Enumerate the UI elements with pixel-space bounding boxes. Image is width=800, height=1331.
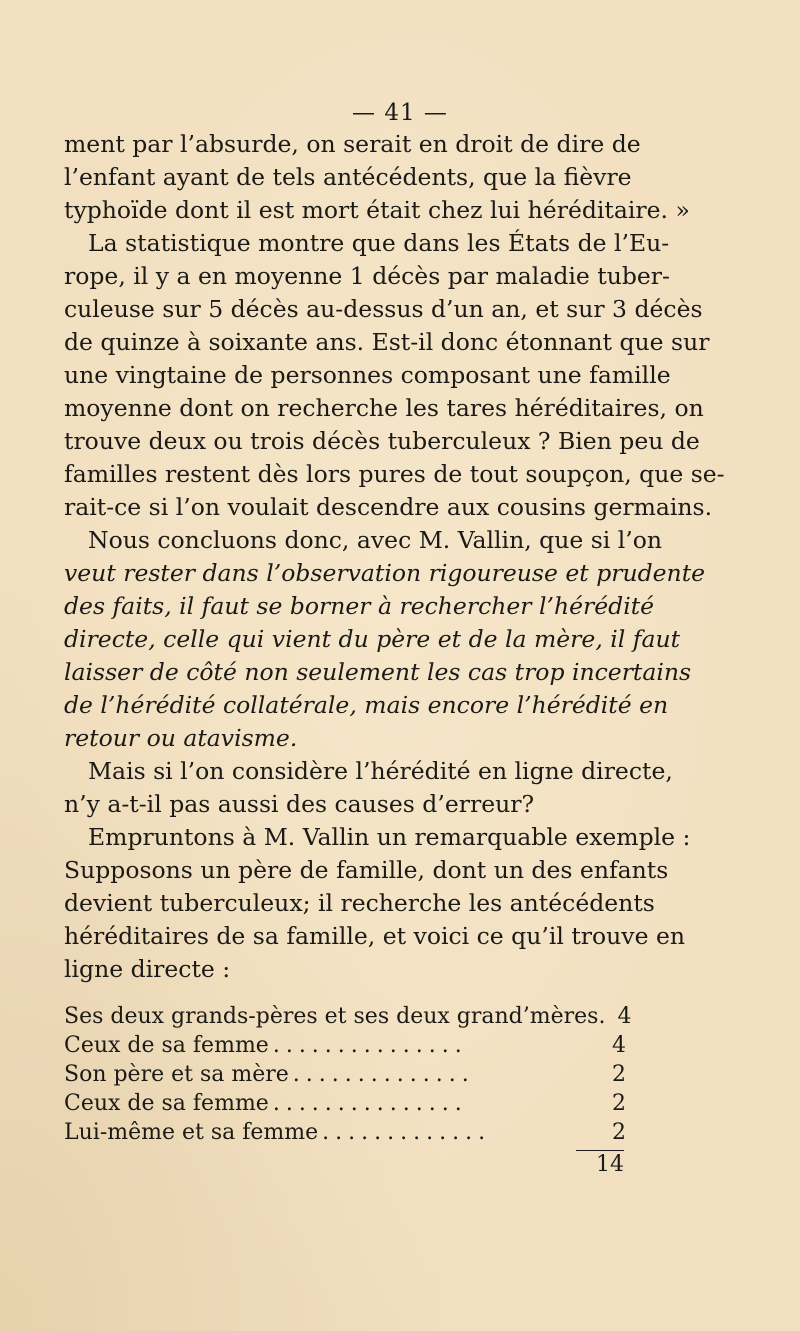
tally-leader: ............. <box>322 1120 492 1145</box>
text-line: typhoïde dont il est mort était chez lui héréditaire. » <box>64 196 690 224</box>
text-line: l’enfant ayant de tels antécédents, que la fièvre <box>64 163 632 191</box>
tally-row <box>64 1060 626 1090</box>
tally-count: 4 <box>617 1004 632 1029</box>
text-line: directe, celle qui vient du père et de la mère, il faut <box>64 625 681 653</box>
tally-leader: .............. <box>292 1062 475 1087</box>
text-line: culeuse sur 5 décès au-dessus d’un an, et sur 3 décès <box>64 295 703 323</box>
tally-total: 14 <box>596 1152 624 1177</box>
text-line: devient tuberculeux; il recherche les antécédents <box>64 889 655 917</box>
tally-row <box>64 1089 626 1119</box>
tally-leader: ............... <box>272 1091 468 1116</box>
text-line: rope, il y a en moyenne 1 décès par maladie tuber- <box>64 262 670 290</box>
tally-count: 2 <box>612 1120 626 1145</box>
text-line: trouve deux ou trois décès tuberculeux ? Bien peu de <box>64 427 700 455</box>
text-line: ligne directe : <box>64 955 231 983</box>
text-line: une vingtaine de personnes composant une famille <box>64 361 671 389</box>
text-line: moyenne dont on recherche les tares héréditaires, on <box>64 394 704 422</box>
tally-count: 4 <box>612 1033 626 1058</box>
text-line: retour ou atavisme. <box>64 724 298 752</box>
text-line: des faits, il faut se borner à rechercher l’hérédité <box>64 592 655 620</box>
text-line: veut rester dans l’observation rigoureuse et prudente <box>64 559 706 587</box>
text-line: n’y a-t-il pas aussi des causes d’erreur? <box>64 790 535 818</box>
tally-label: Ceux de sa femme <box>64 1091 269 1116</box>
text-line: La statistique montre que dans les États de l’Eu- <box>88 229 670 257</box>
text-line: Supposons un père de famille, dont un des enfants <box>64 856 669 884</box>
text-line: Nous concluons donc, avec M. Vallin, que si l’on <box>88 526 663 554</box>
tally-label: Lui-même et sa femme <box>64 1120 319 1145</box>
tally-row <box>64 1118 626 1148</box>
text-line: de quinze à soixante ans. Est-il donc étonnant que sur <box>64 328 710 356</box>
tally-label: Son père et sa mère <box>64 1062 289 1087</box>
text-line: laisser de côté non seulement les cas trop incertains <box>64 658 692 686</box>
text-line: Empruntons à M. Vallin un remarquable exemple : <box>88 823 691 851</box>
tally-count: 2 <box>612 1091 626 1116</box>
text-line: rait-ce si l’on voulait descendre aux cousins germains. <box>64 493 713 521</box>
text-line: de l’hérédité collatérale, mais encore l’hérédité en <box>64 691 669 719</box>
tally-row <box>64 1031 626 1061</box>
text-line: Mais si l’on considère l’hérédité en ligne directe, <box>88 757 673 785</box>
page-number: — 41 — <box>352 100 448 126</box>
tally-label: Ses deux grands-pères et ses deux grand’mères. <box>64 1004 606 1029</box>
tally-label: Ceux de sa femme <box>64 1033 269 1058</box>
text-line: héréditaires de sa famille, et voici ce qu’il trouve en <box>64 922 685 950</box>
text-line: familles restent dès lors pures de tout soupçon, que se- <box>64 460 725 488</box>
tally-count: 2 <box>612 1062 626 1087</box>
tally-row <box>64 1002 632 1032</box>
tally-leader: ............... <box>272 1033 468 1058</box>
text-line: ment par l’absurde, on serait en droit de dire de <box>64 130 641 158</box>
